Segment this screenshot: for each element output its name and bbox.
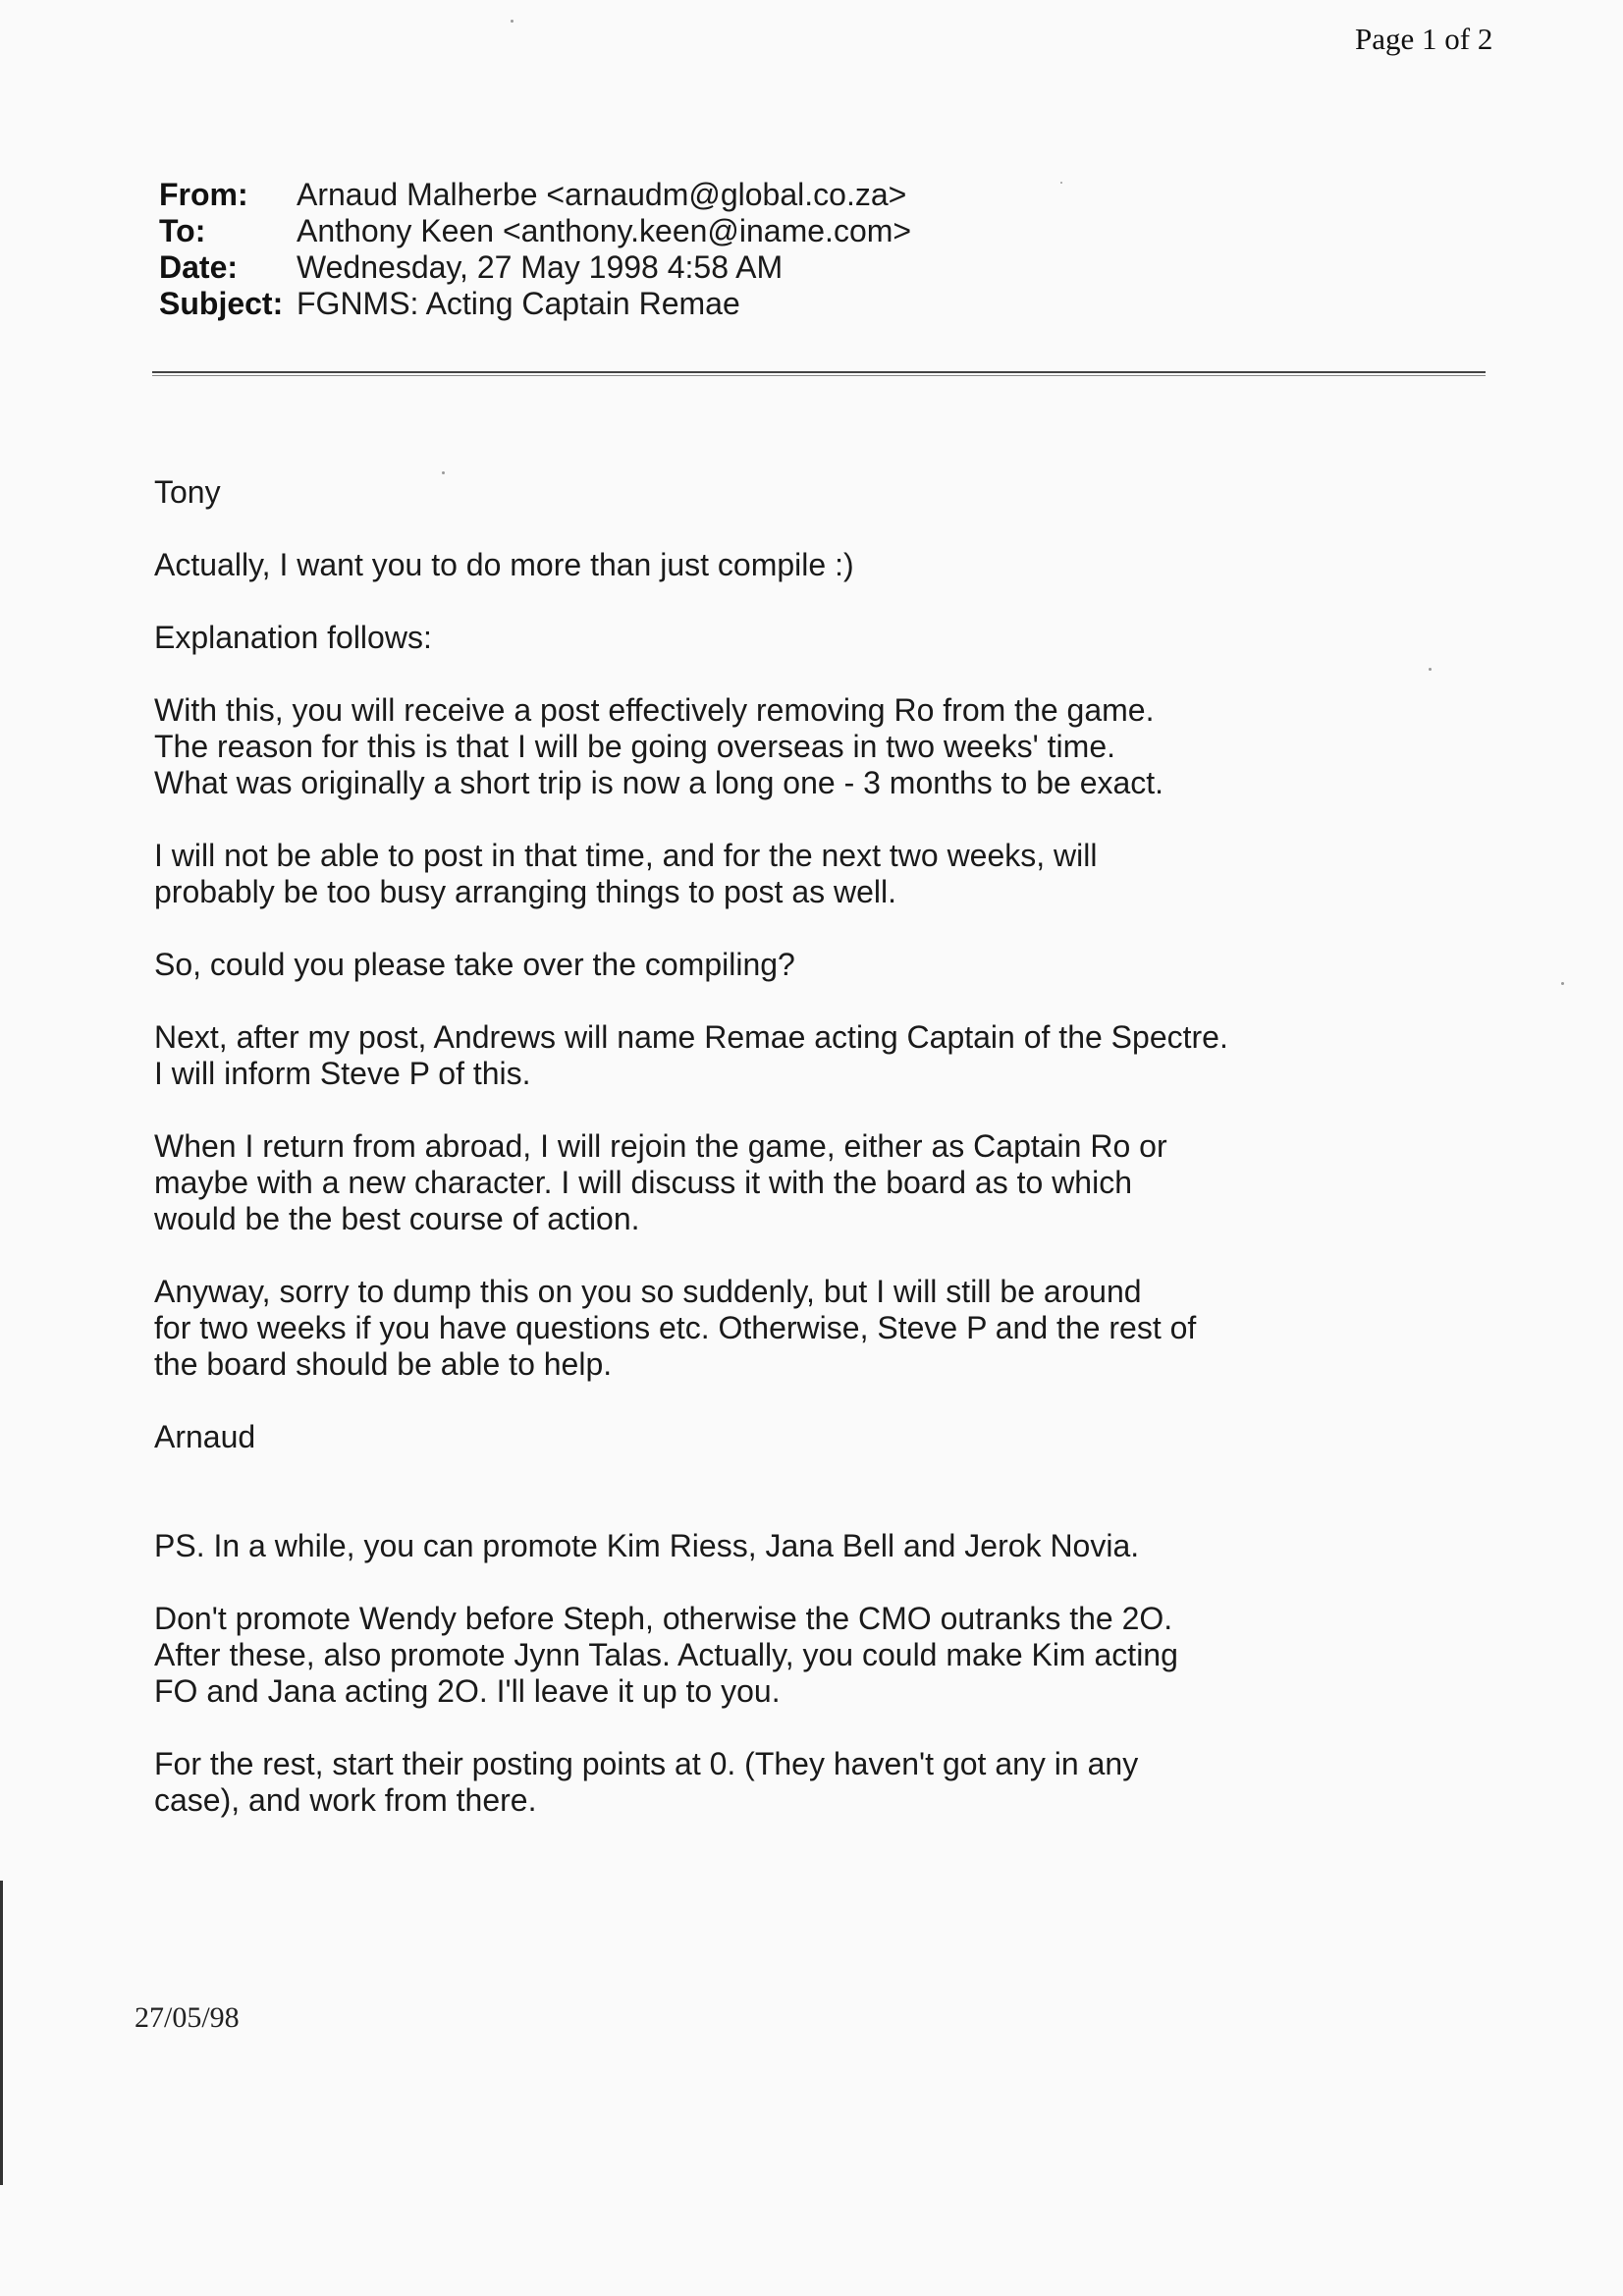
email-body bbox=[154, 474, 1470, 1855]
body-paragraph: Explanation follows: bbox=[154, 620, 432, 655]
footer-date: 27/05/98 bbox=[135, 2001, 240, 2034]
body-paragraph: When I return from abroad, I will rejoin the game, either as Captain Ro or maybe with a new character. I will discuss it with the board as to which would be the best course of action. bbox=[154, 1128, 1167, 1236]
body-paragraph: Anyway, sorry to dump this on you so suddenly, but I will still be around for two weeks if you have questions etc. Otherwise, Steve P and the rest of the board should be able to help. bbox=[154, 1274, 1197, 1382]
date-row bbox=[159, 249, 1494, 286]
date-value: Wednesday, 27 May 1998 4:58 AM bbox=[297, 249, 784, 285]
to-row bbox=[159, 213, 1494, 249]
from-label: From: bbox=[159, 177, 248, 212]
scan-edge-mark bbox=[0, 1881, 3, 2185]
subject-value: FGNMS: Acting Captain Remae bbox=[297, 286, 740, 321]
body-paragraph: So, could you please take over the compiling? bbox=[154, 947, 795, 982]
email-headers bbox=[159, 177, 1494, 322]
date-label: Date: bbox=[159, 249, 239, 285]
postscript-paragraph: For the rest, start their posting points at 0. (They haven't got any in any case), and work from there. bbox=[154, 1746, 1139, 1818]
body-paragraph: I will not be able to post in that time, and for the next two weeks, will probably be too busy arranging things to post as well. bbox=[154, 838, 1098, 909]
postscript-paragraph: Don't promote Wendy before Steph, otherwise the CMO outranks the 2O. After these, also promote Jynn Talas. Actually, you could make Kim acting FO and Jana acting 2O. I'll leave it up to you. bbox=[154, 1601, 1178, 1709]
postscript-paragraph: PS. In a while, you can promote Kim Riess, Jana Bell and Jerok Novia. bbox=[154, 1528, 1140, 1563]
header-divider bbox=[152, 371, 1486, 376]
scan-speck bbox=[511, 20, 514, 23]
body-paragraph: Next, after my post, Andrews will name Remae acting Captain of the Spectre. I will inform Steve P of this. bbox=[154, 1019, 1228, 1091]
scan-speck bbox=[1429, 668, 1432, 671]
scan-speck bbox=[442, 471, 445, 474]
subject-label: Subject: bbox=[159, 286, 284, 321]
from-value: Arnaud Malherbe <arnaudm@global.co.za> bbox=[297, 177, 907, 212]
to-label: To: bbox=[159, 213, 206, 248]
scan-speck bbox=[1561, 982, 1564, 985]
body-paragraph: Actually, I want you to do more than just compile :) bbox=[154, 547, 854, 582]
signature: Arnaud bbox=[154, 1419, 256, 1454]
from-row bbox=[159, 177, 1494, 213]
to-value: Anthony Keen <anthony.keen@iname.com> bbox=[297, 213, 912, 248]
greeting: Tony bbox=[154, 474, 221, 510]
subject-row bbox=[159, 286, 1494, 322]
page-number: Page 1 of 2 bbox=[1355, 22, 1493, 56]
body-paragraph: With this, you will receive a post effectively removing Ro from the game. The reason for this is that I will be going overseas in two weeks' time. What was originally a short trip is now a long one - 3 months to be exact. bbox=[154, 692, 1164, 800]
scan-speck bbox=[1060, 182, 1062, 184]
